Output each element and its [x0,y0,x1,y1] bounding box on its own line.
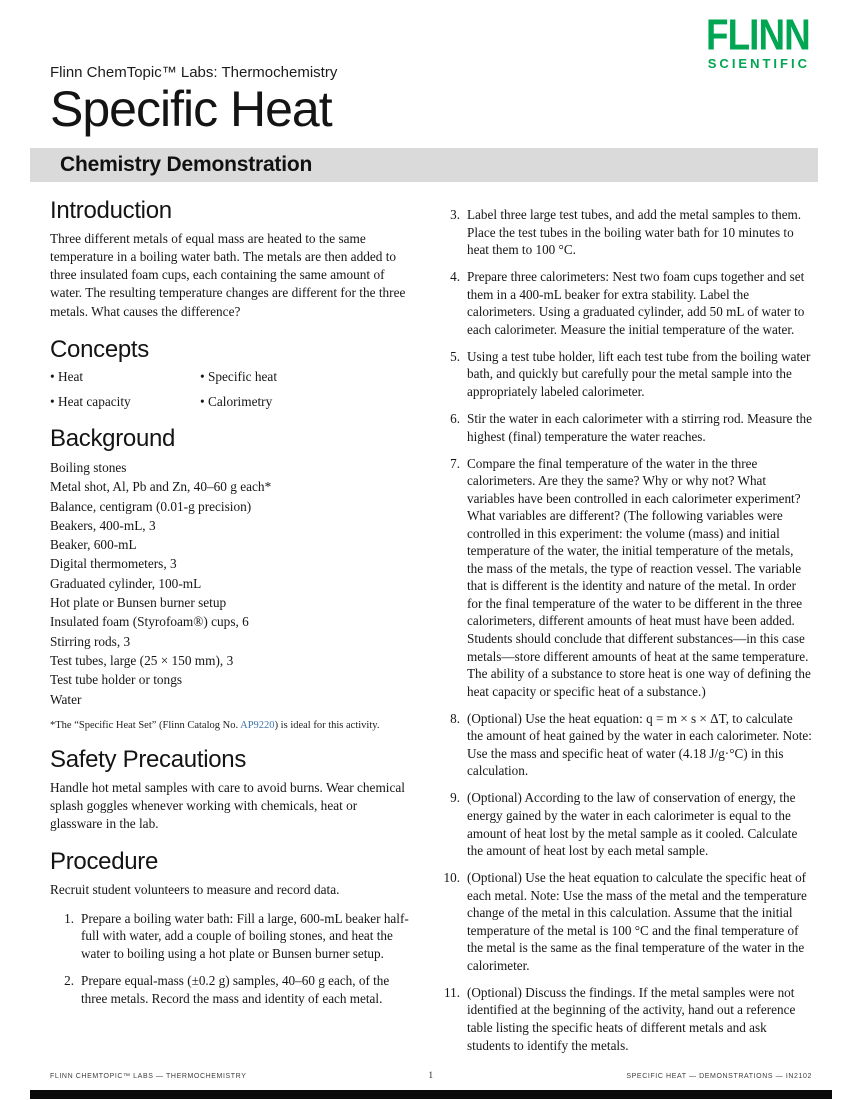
step-number: 5. [450,348,460,364]
procedure-step [436,348,812,401]
step-text: Prepare three calorimeters: Nest two foam cups together and set them in a 400-mL beaker for extra stability. Label the calorimeters. Using a graduated cylinder, add 50 mL of water to each calorimeter. Measure the initial temperature of the water. [467,269,805,337]
page-title: Specific Heat [50,81,332,137]
step-text: Stir the water in each calorimeter with a stirring rod. Measure the highest (final) temperature the water reaches. [467,410,812,444]
step-text: Label three large test tubes, and add the metal samples to them. Place the test tubes in the boiling water bath for 10 minutes to heat them to 100 °C. [467,207,802,258]
series-eyebrow: Flinn ChemTopic™ Labs: Thermochemistry [50,64,338,81]
introduction-paragraph: Three different metals of equal mass are heated to the same temperature in a boiling water bath. The metals are then added to three insulated foam cups, each containing the same amount of water. The resulting temperature changes are different for the three metals. What causes the difference? [50,231,406,319]
logo-flinn-text: FLINN [706,11,810,60]
concept-item: • Heat capacity [50,394,200,410]
procedure-steps-left [50,910,410,1008]
concept-item: • Specific heat [200,369,410,385]
concept-item: • Calorimetry [200,394,410,410]
right-column [436,196,812,1064]
material-item: Insulated foam (Styrofoam®) cups, 6 [50,614,249,630]
footer-document-code: SPECIFIC HEAT — DEMONSTRATIONS — IN2102 [626,1073,812,1080]
procedure-step [436,869,812,974]
material-item: Metal shot, Al, Pb and Zn, 40–60 g each* [50,479,272,495]
background-heading: Background [50,424,176,452]
step-number: 9. [450,790,460,806]
material-item: Hot plate or Bunsen burner setup [50,595,227,611]
safety-paragraph: Handle hot metal samples with care to avoid burns. Wear chemical splash goggles whenever working with chemicals, heat or glassware in the lab. [50,780,405,832]
introduction-heading: Introduction [50,197,172,224]
step-text: (Optional) Discuss the findings. If the metal samples were not identified at the beginning of the activity, hand out a reference table listing the specific heats of different metals and ask students to identify the metals. [467,984,796,1053]
procedure-step [436,268,812,338]
procedure-step [436,455,812,701]
step-text: (Optional) According to the law of conservation of energy, the energy gained by the water in each calorimeter is equal to the amount of heat lost by the metal sample as it cooled. Calculate the amount of heat lost by each metal sample. [467,790,798,859]
procedure-step [50,910,410,963]
material-item: Test tube holder or tongs [50,672,183,688]
procedure-step [436,789,812,859]
material-item: Graduated cylinder, 100-mL [50,575,202,591]
step-number: 6. [450,410,460,426]
concept-item: • Heat [50,369,200,385]
step-number: 2. [64,973,74,989]
procedure-step [436,984,812,1054]
step-number: 4. [450,269,460,285]
footnote-text: ) is ideal for this activity. [274,719,380,731]
material-item: Boiling stones [50,459,127,475]
materials-footnote [50,720,410,731]
step-text: Compare the final temperature of the water in the three calorimeters. Are they the same? Why or why not? What variables have been controlled in each calorimeter experiment? What variables are different? (The following variables were controlled in this experiment: the volume (mass) and initial temperature of the water, the initial temperature of the metals, the mass of the metals, the type of reaction vessel. The variable that is different is the identity and nature of the metal. In order for the final temperature of the water to be different in the three calorimeters, different amounts of heat must have been added. Students should conclude that different substances—in this case metals—store different amounts of heat at the same temperature. The ability of a substance to store heat is one way of defining the heat capacity or specific heat of a substance.) [467,455,811,699]
materials-list [50,458,410,709]
concepts-heading: Concepts [50,335,149,363]
procedure-step [436,710,812,780]
procedure-step [436,206,812,259]
page-number: 1 [428,1070,434,1080]
flinn-scientific-logo [697,11,810,71]
material-item: Test tubes, large (25 × 150 mm), 3 [50,652,234,668]
bottom-rule [30,1090,832,1099]
catalog-number-link[interactable]: AP9220 [240,719,275,731]
step-text: Using a test tube holder, lift each test tube from the boiling water bath, and quickly but carefully pour the metal sample into the appropriately labeled calorimeter. [467,348,811,399]
material-item: Stirring rods, 3 [50,633,131,649]
footnote-text: *The “Specific Heat Set” (Flinn Catalog No. [50,719,241,731]
procedure-intro: Recruit student volunteers to measure and record data. [50,882,340,898]
section-banner: Chemistry Demonstration [30,148,818,182]
material-item: Digital thermometers, 3 [50,556,177,572]
procedure-step [436,410,812,445]
procedure-heading: Procedure [50,848,159,876]
step-text: (Optional) Use the heat equation to calculate the specific heat of each metal. Note: Use the mass of the metal and the temperature change of the metal in this calculation. Assume that the initial temperature of the metal is 100 °C and the final temperature of the metal is the same as the final temperature of the water in the calorimeter. [467,870,807,973]
safety-heading: Safety Precautions [50,745,247,773]
step-number: 11. [444,984,460,1000]
material-item: Water [50,691,82,707]
logo-scientific-text: SCIENTIFIC [707,56,810,71]
step-text: (Optional) Use the heat equation: q = m × s × ΔT, to calculate the amount of heat gained by the water in each calorimeter. Note: Use the mass and specific heat of water (4.18 J/g·°C) in this calculation. [467,710,812,779]
step-text: Prepare equal-mass (±0.2 g) samples, 40–60 g each, of the three metals. Record the mass and identity of each metal. [81,973,390,1006]
material-item: Balance, centigram (0.01-g precision) [50,498,252,514]
procedure-steps-right [436,206,812,1054]
page-footer [50,1070,812,1080]
material-item: Beaker, 600-mL [50,537,137,553]
footer-series-label: FLINN CHEMTOPIC™ LABS — THERMOCHEMISTRY [50,1073,247,1080]
two-column-layout [50,196,812,1064]
step-number: 8. [450,710,460,726]
material-item: Beakers, 400-mL, 3 [50,517,156,533]
concepts-list [50,369,410,410]
step-number: 7. [450,455,460,471]
procedure-step [50,972,410,1007]
left-column [50,196,410,1064]
step-number: 1. [64,910,74,926]
step-number: 10. [443,870,460,886]
step-text: Prepare a boiling water bath: Fill a large, 600-mL beaker half-full with water, add a couple of boiling stones, and heat the water to boiling using a hot plate or Bunsen burner setup. [81,910,409,961]
step-number: 3. [450,207,460,222]
